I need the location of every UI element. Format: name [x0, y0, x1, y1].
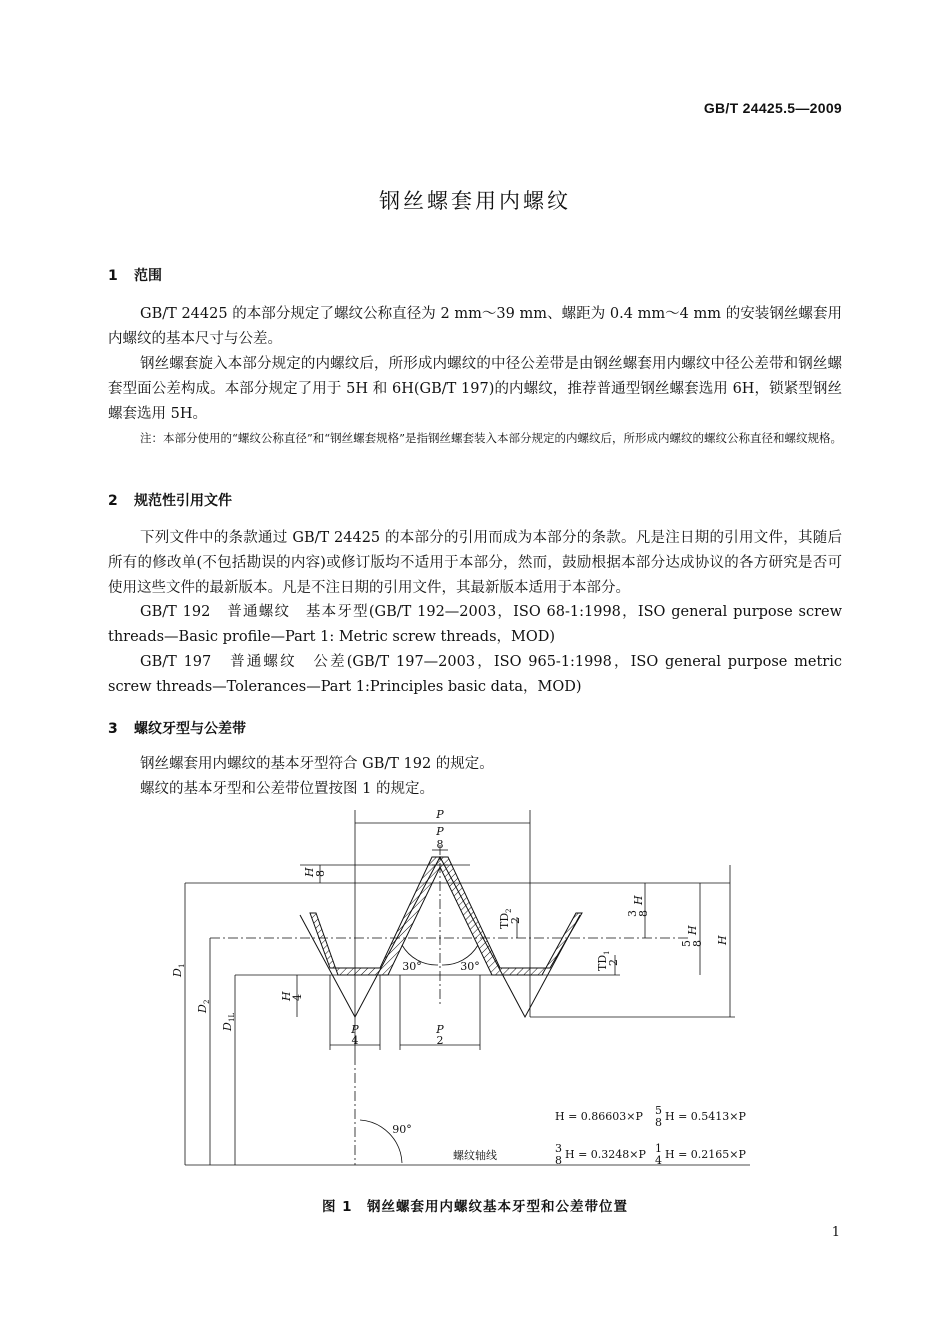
figure-caption: 图 1 钢丝螺套用内螺纹基本牙型和公差带位置 — [321, 1199, 629, 1215]
section-2-reference-1: GB/T 192 普通螺纹 基本牙型(GB/T 192—2003，ISO 68-1:1998，ISO general purpose screw threads—Basic profile—Part 1: Metric screw threads，MOD) — [108, 604, 842, 645]
dimension-lines — [185, 823, 730, 1165]
dim-td2-two: 2 — [509, 917, 522, 924]
dim-3-8h-eight: 8 — [637, 910, 650, 917]
dim-td1-sub: 1 — [603, 950, 611, 955]
page-number: 1 — [831, 1225, 840, 1240]
dim-p8-denominator: 8 — [436, 838, 444, 851]
formula-5-8h: H = 0.5413×P — [665, 1110, 746, 1123]
dim-td1-two: 2 — [607, 959, 620, 966]
section-3-paragraph-2: 螺纹的基本牙型和公差带位置按图 1 的规定。 — [140, 781, 434, 797]
dim-td2-sub: 2 — [505, 908, 513, 913]
section-2-reference-2: GB/T 197 普通螺纹 公差(GB/T 197—2003，ISO 965-1:1998，ISO general purpose metric screw threads—Tolerances—Part 1:Principles basic data，MOD) — [108, 654, 842, 695]
section-1-paragraph-1: GB/T 24425 的本部分规定了螺纹公称直径为 2 mm～39 mm、螺距为 0.4 mm～4 mm 的安装钢丝螺套用内螺纹的基本尺寸与公差。 — [108, 306, 842, 347]
section-2-number: 2 — [108, 493, 118, 509]
document-title: 钢丝螺套用内螺纹 — [379, 189, 571, 213]
dim-p2-numerator: P — [436, 1023, 444, 1036]
angle-left-label: 30° — [402, 960, 422, 973]
dim-p4-denominator: 4 — [351, 1034, 359, 1047]
dim-d2-sub: 2 — [203, 999, 211, 1004]
formula-3-8-eight: 8 — [555, 1154, 562, 1167]
section-2-heading — [108, 490, 232, 510]
section-1-heading — [108, 265, 162, 285]
dim-p2-denominator: 2 — [436, 1034, 444, 1047]
dim-h8-h: H — [303, 867, 316, 877]
formula-3-8-three: 3 — [555, 1142, 562, 1155]
dim-p4-numerator: P — [351, 1023, 359, 1036]
tolerance-zone — [310, 857, 582, 975]
formula-1-4-one: 1 — [655, 1142, 662, 1155]
dim-td2-td: TD — [498, 912, 511, 929]
formula-1-4-four: 4 — [655, 1154, 662, 1167]
section-1-number: 1 — [108, 268, 118, 284]
formula-1-4h: H = 0.2165×P — [665, 1148, 746, 1161]
formula-5-8-five: 5 — [655, 1104, 662, 1117]
dim-d1l-sub: 1L — [228, 1012, 236, 1022]
dim-h8-eight: 8 — [314, 870, 327, 877]
dim-td1-td: TD — [596, 954, 609, 971]
dim-d1-label: D — [171, 968, 184, 977]
thread-profile-drawing — [170, 805, 770, 1190]
dim-h4-four: 4 — [291, 994, 304, 1001]
section-1-note: 注：本部分使用的“螺纹公称直径”和“钢丝螺套规格”是指钢丝螺套装入本部分规定的内螺纹后，所形成内螺纹的螺纹公称直径和螺纹规格。 — [140, 431, 843, 445]
angle-90-label: 90° — [392, 1123, 412, 1136]
formula-h: H = 0.86603×P — [555, 1110, 643, 1123]
formula-3-8h: H = 0.3248×P — [565, 1148, 646, 1161]
section-3-title: 螺纹牙型与公差带 — [134, 721, 246, 737]
dim-p8-numerator: P — [436, 825, 444, 838]
dim-h-label: H — [716, 935, 729, 945]
section-2-title: 规范性引用文件 — [134, 493, 232, 509]
dim-5-8h-h: H — [686, 925, 699, 935]
dim-3-8h-three: 3 — [626, 910, 639, 917]
formula-5-8-eight: 8 — [655, 1116, 662, 1129]
section-2-paragraph-1: 下列文件中的条款通过 GB/T 24425 的本部分的引用而成为本部分的条款。凡是注日期的引用文件，其随后所有的修改单(不包括勘误的内容)或修订版均不适用于本部分，然而，鼓励根据本部分达成协议的各方研究是否可使用这些文件的最新版本。凡是不注日期的引用文件，其最新版本适用于本部分。 — [108, 530, 842, 596]
dim-d1l-label: D — [221, 1022, 234, 1031]
thread-axis-label: 螺纹轴线 — [453, 1149, 497, 1162]
dim-5-8h-five: 5 — [680, 940, 693, 947]
section-3-paragraph-1: 钢丝螺套用内螺纹的基本牙型符合 GB/T 192 的规定。 — [140, 756, 494, 772]
dim-3-8h-h: H — [632, 895, 645, 905]
thread-profile-figure — [170, 805, 770, 1194]
standard-number: GB/T 24425.5—2009 — [703, 100, 842, 116]
dim-pitch-label: P — [436, 808, 444, 821]
section-1-title: 范围 — [134, 268, 162, 284]
dim-d2-label: D — [196, 1004, 209, 1013]
section-3-number: 3 — [108, 721, 118, 737]
section-3-heading — [108, 718, 246, 738]
angle-right-label: 30° — [460, 960, 480, 973]
dim-d1-sub: 1 — [178, 963, 186, 968]
dim-5-8h-eight: 8 — [691, 940, 704, 947]
section-1-paragraph-2: 钢丝螺套旋入本部分规定的内螺纹后，所形成内螺纹的中径公差带是由钢丝螺套用内螺纹中径公差带和钢丝螺套型面公差构成。本部分规定了用于 5H 和 6H(GB/T 197)的内螺纹，推荐普通型钢丝螺套选用 6H，锁紧型钢丝螺套选用 5H。 — [108, 356, 842, 422]
dim-h4-h: H — [280, 991, 293, 1001]
